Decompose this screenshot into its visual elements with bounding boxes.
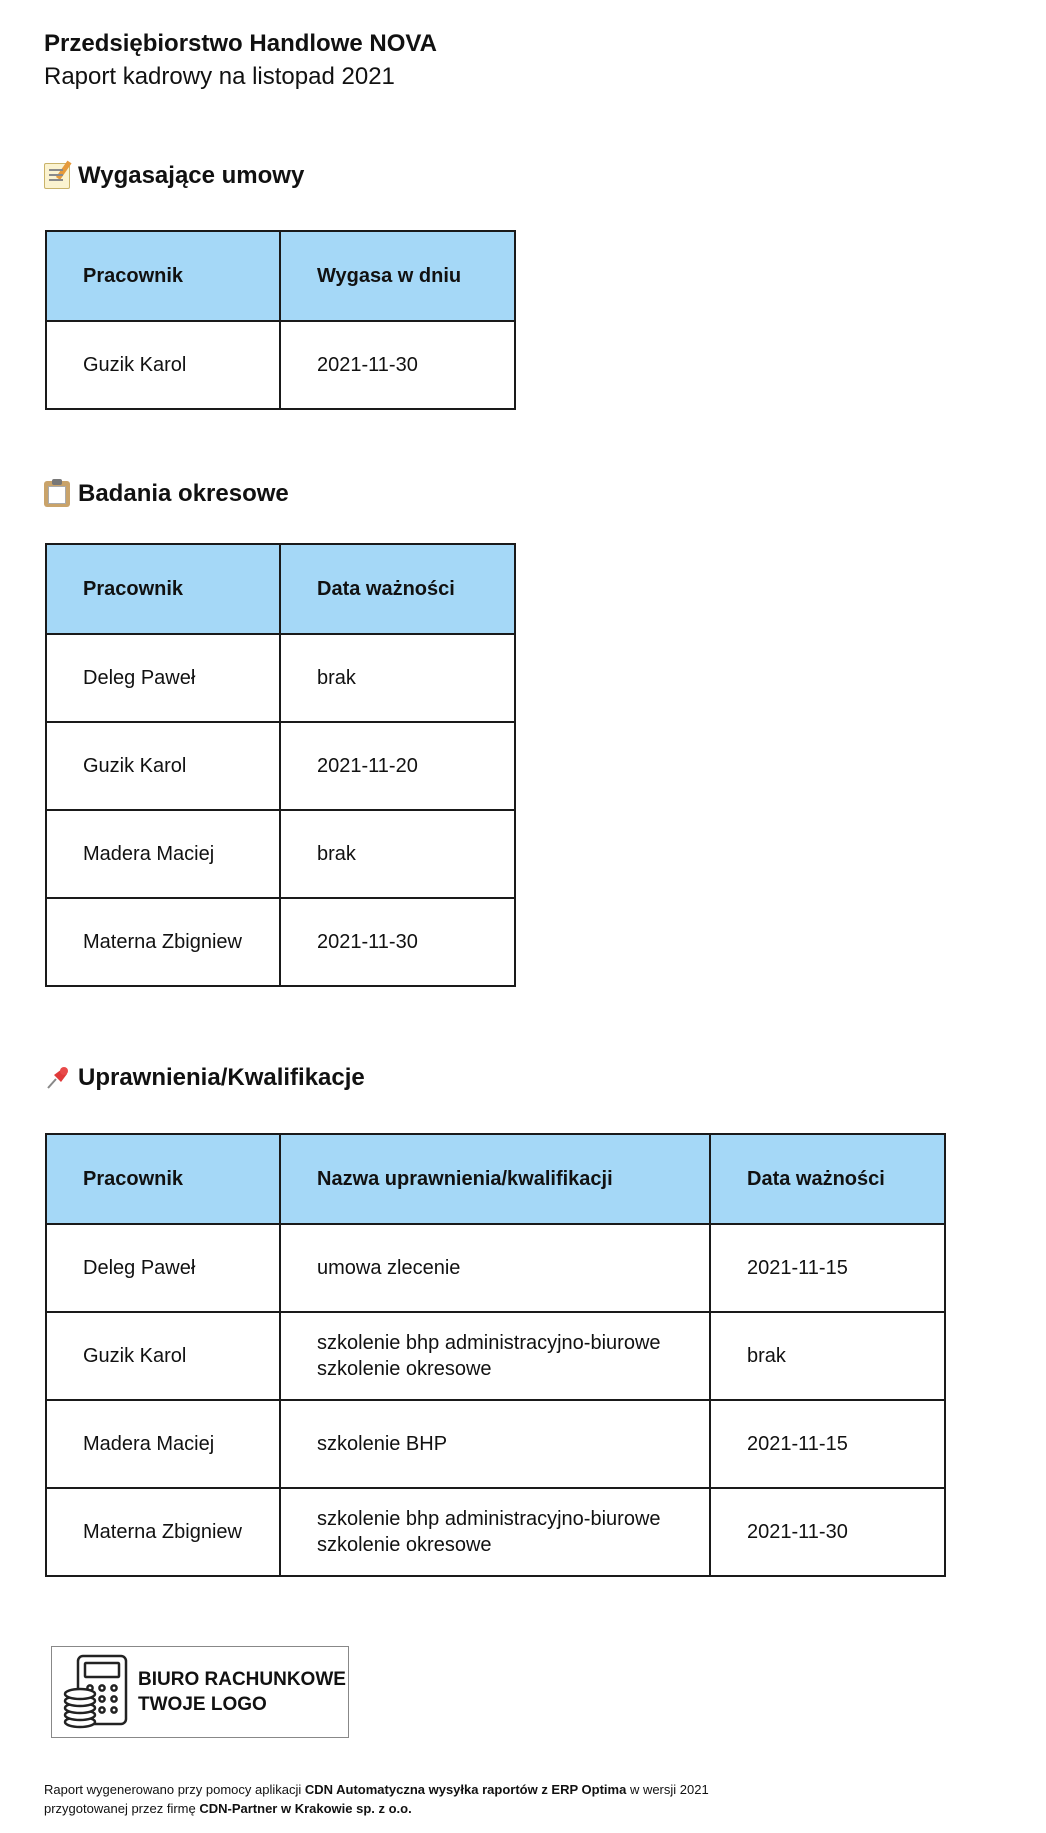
section-title-label: Uprawnienia/Kwalifikacje — [78, 1064, 365, 1091]
column-header: Nazwa uprawnienia/kwalifikacji — [280, 1134, 710, 1224]
date-cell: 2021-11-20 — [280, 722, 515, 810]
employee-cell: Madera Maciej — [46, 1400, 280, 1488]
date-cell: brak — [280, 634, 515, 722]
column-header: Data ważności — [710, 1134, 945, 1224]
table-header-row — [46, 1134, 945, 1224]
table-row — [46, 321, 515, 409]
report-subtitle: Raport kadrowy na listopad 2021 — [44, 63, 395, 90]
section-title-qualifications — [44, 1064, 365, 1092]
footer-line — [44, 1799, 709, 1818]
footer-text: Raport wygenerowano przy pomocy aplikacji — [44, 1782, 305, 1797]
section-title-expiring-contracts — [44, 162, 304, 190]
table-row — [46, 1488, 945, 1576]
qualification-name: szkolenie BHP — [317, 1433, 448, 1455]
pushpin-icon — [44, 1065, 70, 1091]
table-header-row — [46, 544, 515, 634]
qualification-name: szkolenie bhp administracyjno-biurowe — [317, 1332, 661, 1354]
employee-cell: Guzik Karol — [46, 321, 280, 409]
date-cell: brak — [710, 1312, 945, 1400]
footer-text: w wersji 2021 — [626, 1782, 709, 1797]
employee-cell: Guzik Karol — [46, 1312, 280, 1400]
table-row — [46, 898, 515, 986]
column-header: Data ważności — [280, 544, 515, 634]
company-name: Przedsiębiorstwo Handlowe NOVA — [44, 30, 437, 57]
table-header-row — [46, 231, 515, 321]
calculator-coins-icon — [62, 1654, 130, 1730]
employee-cell: Deleg Paweł — [46, 1224, 280, 1312]
table-row — [46, 634, 515, 722]
section-title-label: Wygasające umowy — [78, 162, 305, 189]
memo-icon — [44, 163, 70, 189]
logo-text — [138, 1667, 346, 1717]
employee-cell: Materna Zbigniew — [46, 1488, 280, 1576]
qualification-cell — [280, 1488, 710, 1576]
qualification-name: szkolenie okresowe — [317, 1358, 492, 1380]
qualifications-table — [45, 1133, 946, 1577]
table-row — [46, 722, 515, 810]
employee-cell: Deleg Paweł — [46, 634, 280, 722]
employee-cell: Materna Zbigniew — [46, 898, 280, 986]
date-cell: 2021-11-30 — [710, 1488, 945, 1576]
column-header: Pracownik — [46, 544, 280, 634]
employee-cell: Madera Maciej — [46, 810, 280, 898]
company-logo — [51, 1646, 349, 1738]
report-footer — [44, 1780, 709, 1818]
date-cell: 2021-11-30 — [280, 321, 515, 409]
column-header: Pracownik — [46, 231, 280, 321]
table-row — [46, 810, 515, 898]
qualification-cell — [280, 1224, 710, 1312]
table-row — [46, 1312, 945, 1400]
qualification-name: szkolenie bhp administracyjno-biurowe — [317, 1508, 661, 1530]
table-row — [46, 1224, 945, 1312]
footer-line — [44, 1780, 709, 1799]
footer-text: przygotowanej przez firmę — [44, 1801, 200, 1816]
date-cell: 2021-11-15 — [710, 1224, 945, 1312]
date-cell: brak — [280, 810, 515, 898]
column-header: Pracownik — [46, 1134, 280, 1224]
employee-cell: Guzik Karol — [46, 722, 280, 810]
qualification-name: szkolenie okresowe — [317, 1534, 492, 1556]
logo-line: TWOJE LOGO — [138, 1694, 267, 1715]
qualification-name: umowa zlecenie — [317, 1257, 461, 1279]
clipboard-icon — [44, 481, 70, 507]
table-row — [46, 1400, 945, 1488]
date-cell: 2021-11-15 — [710, 1400, 945, 1488]
section-title-periodic-exams — [44, 480, 289, 508]
footer-app-name: CDN Automatyczna wysyłka raportów z ERP Optima — [304, 1782, 627, 1797]
qualification-cell — [280, 1400, 710, 1488]
section-title-label: Badania okresowe — [78, 480, 289, 507]
logo-line: BIURO RACHUNKOWE — [138, 1669, 346, 1690]
date-cell: 2021-11-30 — [280, 898, 515, 986]
column-header: Wygasa w dniu — [280, 231, 515, 321]
qualification-cell — [280, 1312, 710, 1400]
periodic-exams-table — [45, 543, 516, 987]
footer-company-name: CDN-Partner w Krakowie sp. z o.o. — [199, 1801, 412, 1816]
expiring-contracts-table — [45, 230, 516, 410]
